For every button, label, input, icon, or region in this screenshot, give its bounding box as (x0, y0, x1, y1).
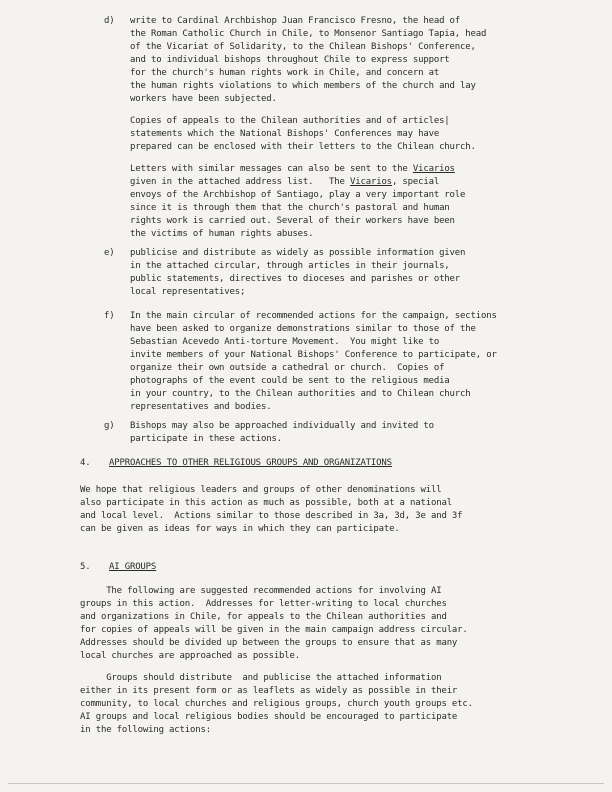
item-d-para2-line: prepared can be enclosed with their letters to the Chilean church. (130, 142, 476, 152)
item-d-line: workers have been subjected. (130, 94, 277, 104)
section-5-para2-line: community, to local churches and religious groups, church youth groups etc. (80, 699, 473, 709)
item-d-para3-text: , special (391, 177, 440, 187)
item-e-line: in the attached circular, through articles in their journals, (130, 261, 450, 271)
item-d-line: the human rights violations to which members of the church and lay (130, 81, 476, 91)
item-d-line: for the church's human rights work in Chile, and concern at (130, 68, 440, 78)
vicarios-underlined: Vicarios (412, 164, 455, 174)
section-5-para1-line: and organizations in Chile, for appeals to the Chilean authorities and (80, 612, 447, 622)
section-4-line: We hope that religious leaders and groups of other denominations will (80, 485, 442, 495)
vicarios-underlined: Vicarios (350, 177, 392, 187)
item-e-line: local representatives; (130, 287, 246, 297)
item-e-marker: e) (104, 248, 115, 258)
item-d-line: and to individual bishops throughout Chile to express support (130, 55, 450, 65)
item-d-para2-line: statements which the National Bishops' Conferences may have (130, 129, 440, 139)
item-f-line: photographs of the event could be sent to the religious media (130, 376, 450, 386)
section-5-para2-line: either in its present form or as leaflets as widely as possible in their (80, 686, 458, 696)
item-g-line: Bishops may also be approached individually and invited to (130, 421, 434, 431)
section-5-number: 5. (80, 562, 91, 572)
section-5-para1-line: groups in this action. Addresses for letter-writing to local churches (80, 599, 447, 609)
section-5-para2-line: in the following actions: (80, 725, 211, 735)
item-f-line: In the main circular of recommended actions for the campaign, sections (130, 311, 497, 321)
item-f-marker: f) (104, 311, 115, 321)
item-d-para3-line: envoys of the Archbishop of Santiago, play a very important role (130, 190, 466, 200)
item-f-line: have been asked to organize demonstrations similar to those of the (130, 324, 476, 334)
item-d-para3-line (130, 163, 455, 175)
section-4-line: also participate in this action as much as possible, both at a national (80, 498, 452, 508)
item-e-line: publicise and distribute as widely as possible information given (130, 248, 466, 258)
page-bottom-edge (8, 783, 604, 784)
item-f-line: representatives and bodies. (130, 402, 272, 412)
section-5-para2-line: AI groups and local religious bodies should be encouraged to participate (80, 712, 458, 722)
item-d-line: write to Cardinal Archbishop Juan Francisco Fresno, the head of (130, 16, 461, 26)
section-5-para1-line: local churches are approached as possible. (80, 651, 301, 661)
item-g-marker: g) (104, 421, 115, 431)
item-d-marker: d) (104, 16, 115, 26)
item-d-para2-line: Copies of appeals to the Chilean authorities and of articles| (130, 116, 450, 126)
item-e-line: public statements, directives to dioceses and parishes or other (130, 274, 461, 284)
item-f-line: organize their own outside a cathedral or church. Copies of (130, 363, 445, 373)
item-f-line: in your country, to the Chilean authorities and to Chilean church (130, 389, 471, 399)
item-d-para3-line: since it is through them that the church's pastoral and human (130, 203, 450, 213)
item-d-para3-line: rights work is carried out. Several of their workers have been (130, 216, 455, 226)
item-d-para3-line: the victims of human rights abuses. (130, 229, 314, 239)
section-5-para1-line: The following are suggested recommended actions for involving AI (80, 586, 442, 596)
section-5-heading: AI GROUPS (109, 562, 157, 572)
section-4-line: can be given as ideas for ways in which they can participate. (80, 524, 400, 534)
section-4-number: 4. (80, 458, 91, 468)
section-5-para1-line: for copies of appeals will be given in the main campaign address circular. (80, 625, 468, 635)
item-d-para3-line (130, 176, 439, 188)
item-d-para3-text: Letters with similar messages can also be sent to the (130, 164, 413, 174)
section-4-heading: APPROACHES TO OTHER RELIGIOUS GROUPS AND ORGANIZATIONS (109, 458, 392, 468)
item-f-line: invite members of your National Bishops' Conference to participate, or (130, 350, 497, 360)
section-5-para1-line: Addresses should be divided up between the groups to ensure that as many (80, 638, 458, 648)
section-4-line: and local level. Actions similar to those described in 3a, 3d, 3e and 3f (80, 511, 463, 521)
item-d-para3-text: given in the attached address list. The (130, 177, 351, 187)
section-5-para2-line: Groups should distribute and publicise the attached information (80, 673, 442, 683)
item-g-line: participate in these actions. (130, 434, 282, 444)
item-d-line: the Roman Catholic Church in Chile, to Monsenor Santiago Tapia, head (130, 29, 487, 39)
item-f-line: Sebastian Acevedo Anti-torture Movement. You might like to (130, 337, 440, 347)
item-d-line: of the Vicariat of Solidarity, to the Chilean Bishops' Conference, (130, 42, 476, 52)
